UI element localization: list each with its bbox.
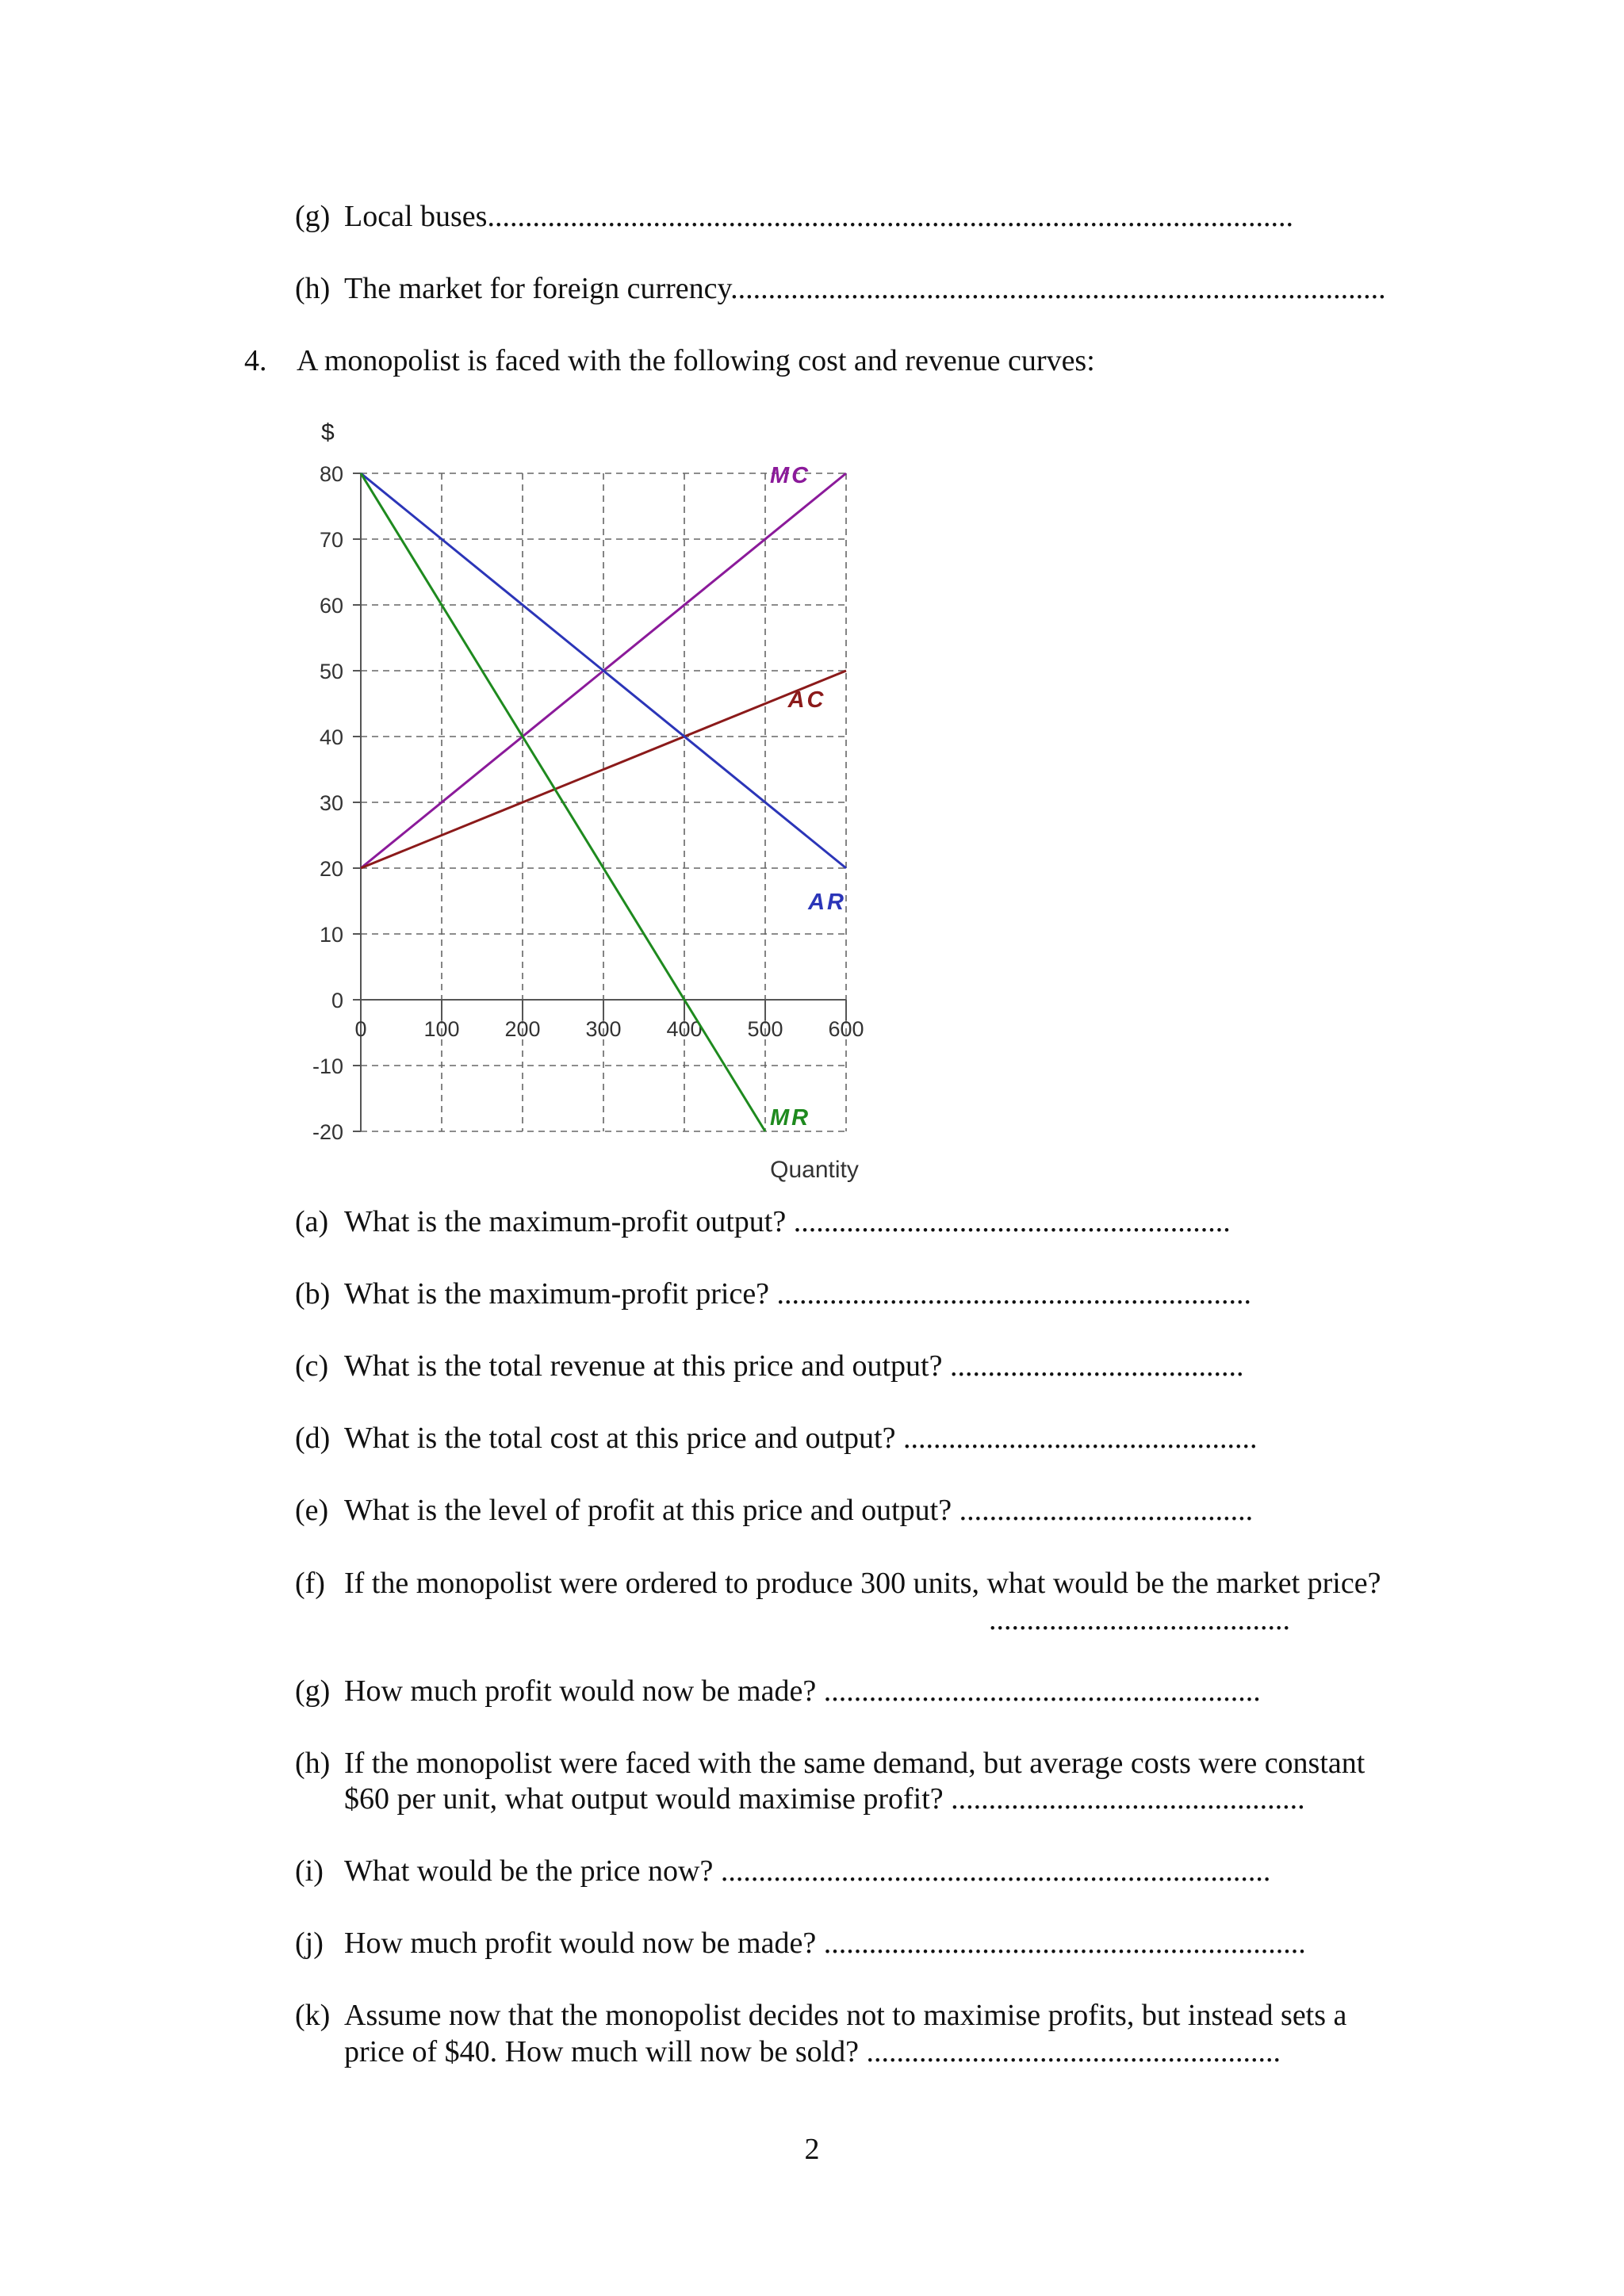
- question-text: $60 per unit, what output would maximise profit?: [344, 1782, 944, 1816]
- question-h: [295, 1745, 1365, 1781]
- answer-dots: ..........................................................: [816, 1674, 1261, 1708]
- answer-dots: .......................................: [952, 1494, 1254, 1527]
- answer-dots: .......................................................: [859, 2035, 1281, 2068]
- answer-dots: ...........................................................................................................: [487, 200, 1293, 233]
- question-text: What is the level of profit at this price and output?: [344, 1494, 952, 1527]
- series-mr-label: MR: [770, 1105, 811, 1131]
- y-tick-label: 0: [331, 989, 343, 1012]
- question-label: (j): [295, 1927, 324, 1960]
- y-tick-label: 50: [319, 660, 343, 683]
- y-axis-label: $: [321, 419, 335, 446]
- question-f: [295, 1565, 1381, 1601]
- question-4-heading: [244, 342, 1095, 379]
- question-e: [295, 1492, 1253, 1529]
- y-tick-label: -20: [312, 1120, 343, 1144]
- x-axis-label: Quantity: [770, 1157, 859, 1183]
- question-label: (k): [295, 1999, 331, 2032]
- question-label: (b): [295, 1277, 331, 1311]
- y-tick-label: -10: [312, 1054, 343, 1078]
- chart-ticks: [312, 462, 864, 1144]
- y-tick-label: 80: [319, 462, 343, 486]
- x-tick-label: 200: [504, 1017, 541, 1041]
- y-tick-label: 70: [319, 528, 343, 552]
- y-tick-label: 10: [319, 923, 343, 947]
- item-g: [295, 198, 1293, 235]
- x-tick-label: 400: [666, 1017, 703, 1041]
- answer-dots: ................................................................: [816, 1927, 1306, 1960]
- y-tick-label: 40: [319, 725, 343, 749]
- question-text: What would be the price now?: [344, 1854, 714, 1888]
- question-a: [295, 1203, 1231, 1240]
- question-text: What is the total cost at this price and output?: [344, 1422, 896, 1455]
- item-label: (h): [295, 272, 331, 305]
- question-c: [295, 1348, 1243, 1384]
- answer-dots: ...............................................................: [769, 1277, 1252, 1311]
- item-text: Local buses: [344, 200, 488, 233]
- question-b: [295, 1276, 1251, 1312]
- question-text: How much profit would now be made?: [344, 1674, 817, 1708]
- question-label: (g): [295, 1674, 331, 1708]
- question-text: If the monopolist were ordered to produce 300 units, what would be the market price?: [344, 1567, 1381, 1600]
- question-text: Assume now that the monopolist decides not to maximise profits, but instead sets a: [344, 1999, 1347, 2032]
- cost-revenue-chart: [285, 400, 888, 1193]
- series-ar-label: AR: [808, 890, 846, 915]
- x-tick-label: 300: [585, 1017, 622, 1041]
- question-h-line2: [295, 1781, 1305, 1817]
- question-label: (e): [295, 1494, 329, 1527]
- question-k-line2: [295, 2034, 1281, 2070]
- question-label: (c): [295, 1349, 329, 1383]
- y-tick-label: 20: [319, 857, 343, 881]
- question-text: If the monopolist were faced with the same demand, but average costs were constant: [344, 1747, 1365, 1780]
- item-h: [295, 270, 1386, 307]
- question-label: (d): [295, 1422, 331, 1455]
- question-number: 4.: [244, 344, 267, 377]
- answer-dots: .......................................................................................: [730, 272, 1386, 305]
- answer-dots: .........................................................................: [713, 1854, 1271, 1888]
- answer-dots: ........................................: [989, 1603, 1290, 1636]
- question-text: price of $40. How much will now be sold?: [344, 2035, 860, 2068]
- item-label: (g): [295, 200, 331, 233]
- item-text: The market for foreign currency: [344, 272, 731, 305]
- series-ac-label: AC: [787, 687, 826, 713]
- question-text: What is the total revenue at this price and output?: [344, 1349, 943, 1383]
- question-label: (f): [295, 1567, 325, 1600]
- x-tick-label: 0: [354, 1017, 367, 1041]
- question-f-answer: [989, 1601, 1290, 1638]
- question-text: How much profit would now be made?: [344, 1927, 817, 1960]
- question-d: [295, 1420, 1257, 1456]
- page-number: 2: [804, 2133, 820, 2166]
- answer-dots: ..........................................................: [786, 1205, 1231, 1238]
- x-tick-label: 600: [828, 1017, 864, 1041]
- series-mc-label: MC: [770, 463, 811, 488]
- answer-dots: .......................................: [942, 1349, 1244, 1383]
- question-j: [295, 1925, 1306, 1961]
- question-text: What is the maximum-profit output?: [344, 1205, 787, 1238]
- x-tick-label: 100: [423, 1017, 460, 1041]
- question-i: [295, 1853, 1270, 1889]
- answer-dots: ...............................................: [895, 1422, 1258, 1455]
- question-text: What is the maximum-profit price?: [344, 1277, 770, 1311]
- y-tick-label: 60: [319, 594, 343, 618]
- answer-dots: ...............................................: [943, 1782, 1305, 1816]
- question-g: [295, 1673, 1261, 1709]
- question-label: (a): [295, 1205, 329, 1238]
- question-text: A monopolist is faced with the following cost and revenue curves:: [297, 344, 1095, 377]
- x-tick-label: 500: [747, 1017, 783, 1041]
- question-label: (h): [295, 1747, 331, 1780]
- question-k: [295, 1997, 1346, 2034]
- question-label: (i): [295, 1854, 324, 1888]
- y-tick-label: 30: [319, 791, 343, 815]
